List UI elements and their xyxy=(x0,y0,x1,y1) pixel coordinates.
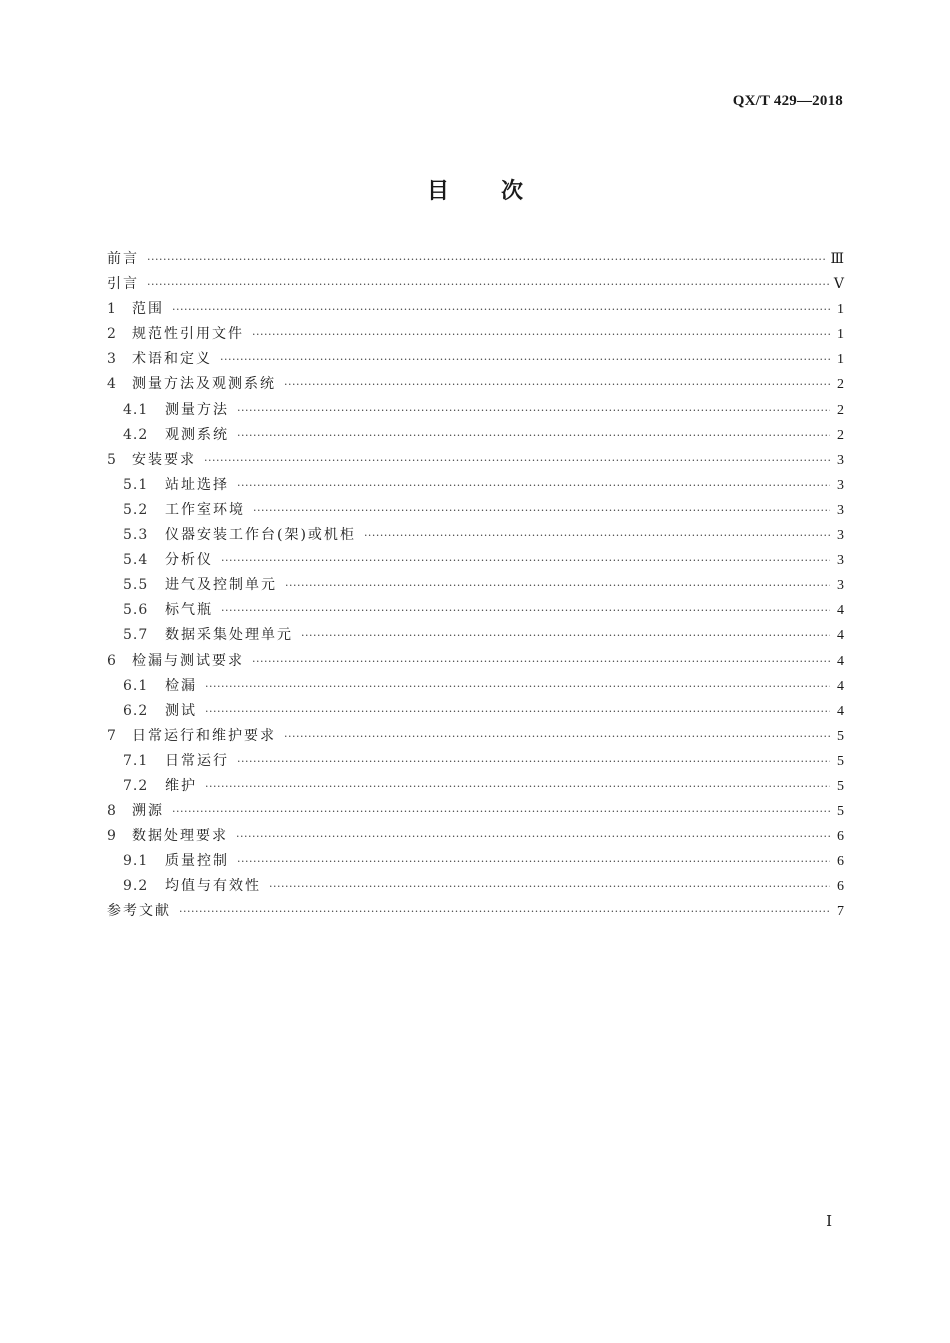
toc-entry[interactable] xyxy=(107,699,844,724)
toc-entry-number: 4.1 xyxy=(123,401,149,418)
toc-entry-page: 3 xyxy=(837,553,844,569)
toc-entry-label: 数据采集处理单元 xyxy=(165,627,293,644)
toc-entry-number: 7 xyxy=(107,727,116,744)
toc-leader-dots xyxy=(172,297,830,322)
toc-entry-label: 标气瓶 xyxy=(165,602,213,619)
toc-entry-label: 站址选择 xyxy=(165,476,229,493)
toc-entry-label: 日常运行 xyxy=(165,752,229,769)
toc-entry-number: 5.4 xyxy=(123,552,149,569)
toc-leader-dots xyxy=(252,649,830,674)
toc-entry-number: 5.6 xyxy=(123,602,149,619)
toc-entry[interactable] xyxy=(107,347,844,372)
toc-entry-number: 2 xyxy=(107,326,116,343)
toc-entry[interactable] xyxy=(107,423,844,448)
page-number: Ⅰ xyxy=(826,1214,832,1230)
toc-entry-label: 参考文献 xyxy=(107,903,171,920)
toc-entry-page: 3 xyxy=(837,578,844,594)
toc-leader-dots xyxy=(253,498,830,523)
toc-entry-page: 2 xyxy=(837,402,844,418)
toc-entry-number: 7.1 xyxy=(123,752,149,769)
toc-entry[interactable] xyxy=(107,649,844,674)
toc-entry-page: 3 xyxy=(837,452,844,468)
toc-entry-page: 2 xyxy=(837,377,844,393)
toc-entry-number: 8 xyxy=(107,803,116,820)
toc-entry-number: 6.1 xyxy=(123,677,149,694)
toc-leader-dots xyxy=(364,523,830,548)
toc-entry-page: 4 xyxy=(837,703,844,719)
toc-entry-number: 4 xyxy=(107,376,116,393)
toc-entry-page: 4 xyxy=(837,678,844,694)
toc-leader-dots xyxy=(205,699,830,724)
toc-entry-label: 检漏 xyxy=(165,677,197,694)
toc-entry[interactable] xyxy=(107,272,844,297)
toc-entry-page: 6 xyxy=(837,854,844,870)
toc-leader-dots xyxy=(301,623,830,648)
toc-leader-dots xyxy=(285,573,830,598)
toc-entry-label: 日常运行和维护要求 xyxy=(132,727,276,744)
toc-entry-page: 6 xyxy=(837,879,844,895)
toc-leader-dots xyxy=(172,799,830,824)
toc-entry[interactable] xyxy=(107,623,844,648)
toc-entry-number: 5.7 xyxy=(123,627,149,644)
toc-entry-number: 5.1 xyxy=(123,476,149,493)
toc-entry[interactable] xyxy=(107,398,844,423)
toc-entry[interactable] xyxy=(107,523,844,548)
toc-leader-dots xyxy=(237,473,830,498)
toc-entry-page: 5 xyxy=(837,804,844,820)
toc-leader-dots xyxy=(236,824,830,849)
toc-entry-label: 观测系统 xyxy=(165,426,229,443)
toc-entry-number: 4.2 xyxy=(123,426,149,443)
toc-entry-number: 9.1 xyxy=(123,853,149,870)
toc-leader-dots xyxy=(220,347,830,372)
toc-entry-number: 6.2 xyxy=(123,702,149,719)
toc-entry-page: 1 xyxy=(837,327,844,343)
toc-entry-label: 工作室环境 xyxy=(165,501,245,518)
toc-leader-dots xyxy=(147,272,830,297)
toc-entry-label: 测试 xyxy=(165,702,197,719)
toc-entry[interactable] xyxy=(107,774,844,799)
page-title-char-2: 次 xyxy=(501,179,524,204)
toc-entry[interactable] xyxy=(107,498,844,523)
toc-leader-dots xyxy=(179,899,830,924)
toc-entry-label: 质量控制 xyxy=(165,853,229,870)
page-title xyxy=(0,174,950,205)
toc-entry-page: 1 xyxy=(837,302,844,318)
toc-entry-label: 数据处理要求 xyxy=(132,828,228,845)
toc-leader-dots xyxy=(237,423,830,448)
toc-entry[interactable] xyxy=(107,548,844,573)
toc-entry-number: 7.2 xyxy=(123,777,149,794)
toc-leader-dots xyxy=(221,598,830,623)
toc-leader-dots xyxy=(252,322,830,347)
toc-entry-page: Ⅴ xyxy=(833,277,844,293)
toc-entry-number: 3 xyxy=(107,351,116,368)
toc-leader-dots xyxy=(284,372,830,397)
toc-leader-dots xyxy=(205,774,830,799)
toc-entry[interactable] xyxy=(107,448,844,473)
toc-entry-label: 术语和定义 xyxy=(132,351,212,368)
toc-entry-page: 4 xyxy=(837,653,844,669)
toc-entry-number: 6 xyxy=(107,652,116,669)
toc-entry[interactable] xyxy=(107,674,844,699)
table-of-contents xyxy=(107,247,844,925)
toc-entry-label: 前言 xyxy=(107,251,139,267)
toc-entry-label: 溯源 xyxy=(132,803,164,820)
toc-entry-page: 4 xyxy=(837,628,844,644)
toc-entry[interactable] xyxy=(107,322,844,347)
toc-entry-label: 测量方法及观测系统 xyxy=(132,376,276,393)
toc-leader-dots xyxy=(204,448,830,473)
toc-entry-page: 6 xyxy=(837,829,844,845)
toc-entry-label: 引言 xyxy=(107,276,139,293)
toc-entry[interactable] xyxy=(107,297,844,322)
toc-entry-page: 4 xyxy=(837,603,844,619)
toc-entry-page: 3 xyxy=(837,528,844,544)
toc-entry[interactable] xyxy=(107,473,844,498)
page-title-char-1: 目 xyxy=(426,179,449,204)
toc-entry-label: 范围 xyxy=(132,301,164,318)
toc-entry[interactable] xyxy=(107,799,844,824)
toc-leader-dots xyxy=(237,398,830,423)
toc-entry[interactable] xyxy=(107,849,844,874)
toc-entry-page: 5 xyxy=(837,728,844,744)
toc-entry-page: 5 xyxy=(837,778,844,794)
toc-entry[interactable] xyxy=(107,372,844,397)
toc-entry-page: 3 xyxy=(837,477,844,493)
toc-leader-dots xyxy=(237,749,830,774)
toc-entry-label: 进气及控制单元 xyxy=(165,577,277,594)
toc-entry[interactable] xyxy=(107,824,844,849)
toc-entry-label: 安装要求 xyxy=(132,451,196,468)
toc-entry[interactable] xyxy=(107,598,844,623)
toc-leader-dots xyxy=(237,849,830,874)
toc-entry-number: 5.3 xyxy=(123,527,149,544)
toc-entry-label: 分析仪 xyxy=(165,552,213,569)
toc-entry[interactable] xyxy=(107,899,844,924)
toc-entry-label: 规范性引用文件 xyxy=(132,326,244,343)
toc-entry[interactable] xyxy=(107,749,844,774)
toc-entry-page: 5 xyxy=(837,753,844,769)
toc-entry-page: 2 xyxy=(837,427,844,443)
toc-entry-number: 9.2 xyxy=(123,878,149,895)
toc-entry-label: 检漏与测试要求 xyxy=(132,652,244,669)
toc-entry[interactable] xyxy=(107,724,844,749)
toc-entry-number: 5.2 xyxy=(123,501,149,518)
toc-leader-dots xyxy=(284,724,830,749)
toc-entry-number: 5.5 xyxy=(123,577,149,594)
toc-entry-label: 维护 xyxy=(165,777,197,794)
toc-entry-page: 1 xyxy=(837,352,844,368)
toc-entry-number: 9 xyxy=(107,828,116,845)
toc-entry[interactable] xyxy=(107,874,844,899)
toc-entry-label: 测量方法 xyxy=(165,401,229,418)
toc-entry-number: 1 xyxy=(107,301,116,318)
toc-entry-page: Ⅲ xyxy=(830,252,844,267)
toc-leader-dots xyxy=(147,247,826,272)
toc-entry-label: 仪器安装工作台(架)或机柜 xyxy=(165,527,356,544)
toc-entry-page: 7 xyxy=(837,904,844,920)
toc-entry[interactable] xyxy=(107,573,844,598)
toc-leader-dots xyxy=(205,674,830,699)
toc-entry-number: 5 xyxy=(107,451,116,468)
standard-code: QX/T 429—2018 xyxy=(732,93,843,109)
toc-leader-dots xyxy=(269,874,830,899)
toc-entry-page: 3 xyxy=(837,502,844,518)
toc-leader-dots xyxy=(221,548,830,573)
toc-entry-label: 均值与有效性 xyxy=(165,878,261,895)
toc-entry[interactable] xyxy=(107,247,844,272)
